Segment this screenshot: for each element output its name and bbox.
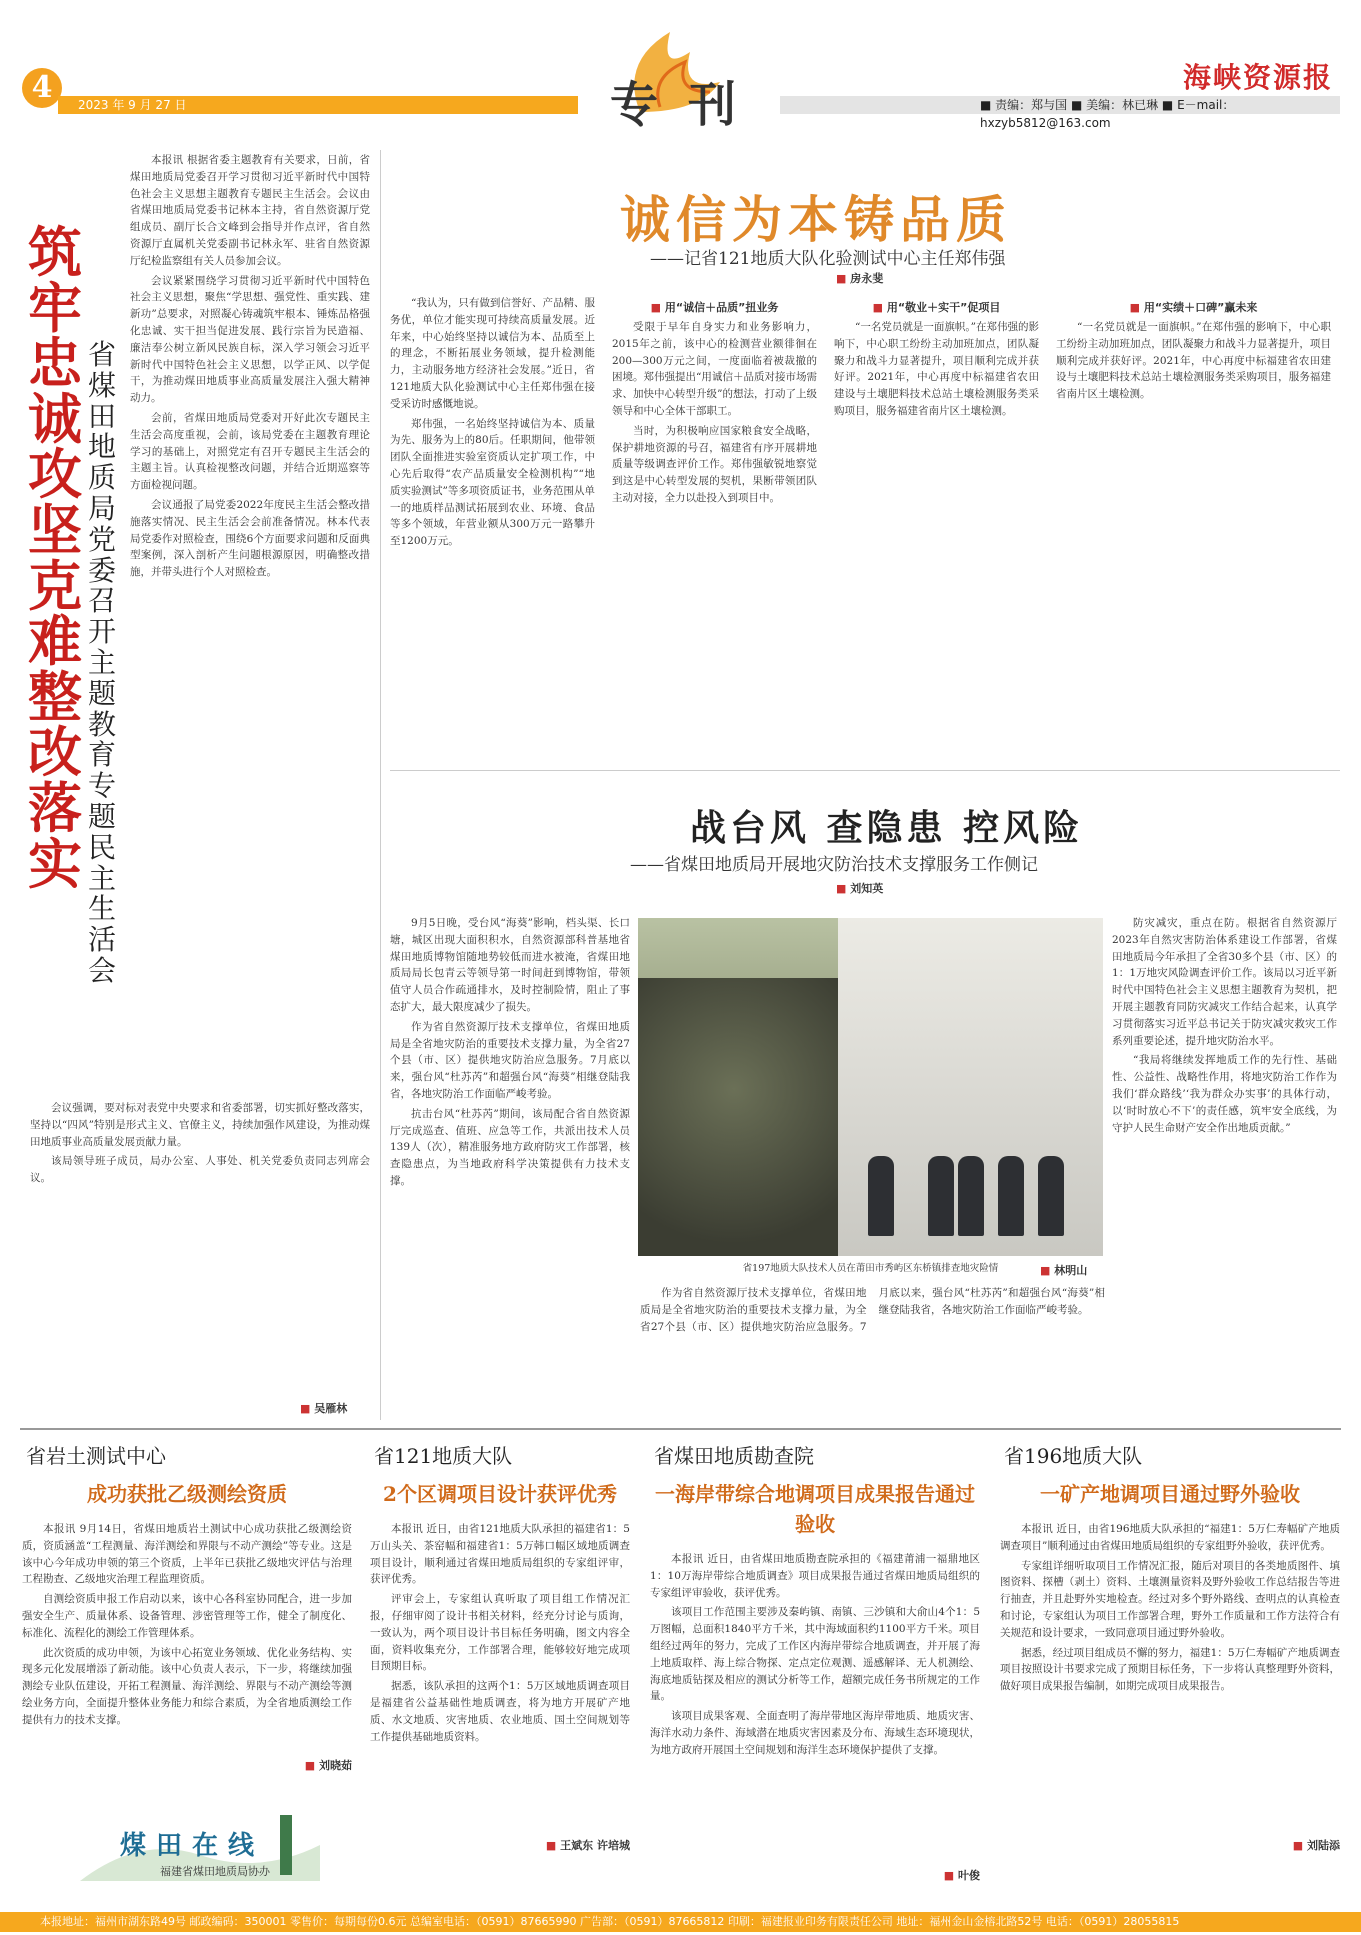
brief-paragraph: 据悉，经过项目组成员不懈的努力，福建1：5万仁寿幅矿产地质调查项目按照设计书要求完成了预期目标任务，下一步将认真整理野外资料，做好项目成果报告编制，如期完成项目成果报告。 [1000, 1646, 1340, 1693]
column-box-org: 福建省煤田地质局协办 [160, 1865, 270, 1878]
feature1-paragraph: 当时，为积极响应国家粮食安全战略，保护耕地资源的号召，福建省有序开展耕地质量等级调查评价工作。郑伟强敏锐地察觉到这是中心转型发展的契机，果断带领团队主动对接，全力以赴投入到项目中。 [612, 424, 817, 504]
brief-headline: 2个区调项目设计获评优秀 [383, 1482, 617, 1506]
lead-subtitle: 省煤田地质局党委召开主题教育专题民主生活会 [88, 338, 117, 987]
brief-byline: ■ 王斌东 许培城 [370, 1837, 630, 1853]
feature1-section-head: ■ 用“实绩＋口碑”赢未来 [1056, 299, 1331, 315]
feature2-paragraph: 作为省自然资源厅技术支撑单位，省煤田地质局是全省地灾防治的重要技术支撑力量，为全省27个县（市、区）提供地灾防治应急服务。7月底以来，强台风“杜苏芮”和超强台风“海葵”相继登陆我省，各地灾防治工作面临严峻考验。 [640, 1287, 1105, 1333]
photo-person [958, 1156, 984, 1236]
feature1-section-head: ■ 用“诚信＋品质”扭业务 [612, 299, 817, 315]
brief-paragraph: 本报讯 近日，由省121地质大队承担的福建省1：5万山头关、茶窑幅和福建省1：5万韩口幅区域地质调查项目设计，顺利通过省煤田地质局组织的专家组评审，获评优秀。 [370, 1523, 630, 1586]
photo-person [928, 1156, 954, 1236]
lead-paragraph: 会议强调，要对标对表党中央要求和省委部署，切实抓好整改落实，坚持以“四风”特别是形式主义、官僚主义，持续加强作风建设，为推动煤田地质事业高质量发展贡献力量。 [30, 1102, 370, 1148]
feature2-photo [638, 918, 1103, 1256]
feature1-subtitle: ——记省121地质大队化验测试中心主任郑伟强 [650, 249, 1006, 269]
brief-paragraph: 本报讯 近日，由省196地质大队承担的“福建1：5万仁寿幅矿产地质调查项目”顺利通过由省煤田地质局组织的专家组野外验收，获评优秀。 [1000, 1523, 1340, 1552]
photo-person [868, 1156, 894, 1236]
lead-body [130, 152, 370, 1092]
lead-body-continued [30, 1100, 370, 1360]
lead-byline: ■ 吴雁林 [300, 1400, 347, 1416]
lead-title: 筑牢忠诚 攻坚克难 整改落实 [28, 220, 82, 896]
brief-body [650, 1551, 980, 1861]
brief-headline: 一海岸带综合地调项目成果报告通过验收 [655, 1482, 975, 1536]
brief-paragraph: 该项目成果客观、全面查明了海岸带地区海岸带地质、地质灾害、海洋水动力条件、海域潜在地质灾害因素及分布、海域生态环境现状，为地方政府开展国土空间规划和海洋生态环境保护提供了支撑。 [650, 1710, 980, 1756]
masthead [0, 0, 1361, 133]
brief-paragraph: 评审会上，专家组认真听取了项目组工作情况汇报，仔细审阅了设计书相关材料，经充分讨论与质询，一致认为，两个项目设计书目标任务明确，图文内容全面，资料收集充分，工作部署合理，能够较好地完成项目预期目标。 [370, 1593, 630, 1673]
feature2-body-col1 [390, 915, 630, 1415]
brief-byline: ■ 刘晓茹 [22, 1757, 352, 1773]
photo-person [1038, 1156, 1064, 1236]
feature2-byline: ■ 刘知英 [836, 880, 883, 896]
briefs-divider [20, 1428, 1341, 1430]
photo-credit: ■ 林明山 [1040, 1262, 1087, 1278]
brief-byline: ■ 刘陆添 [1000, 1837, 1340, 1853]
brief-paragraph: 本报讯 近日，由省煤田地质勘查院承担的《福建莆浦一福鼎地区1：10万海岸带综合地质调查》项目成果报告通过省煤田地质局组织的专家组评审验收，获评优秀。 [650, 1553, 980, 1599]
feature1-paragraph: “我认为，只有做到信誉好、产品精、服务优，单位才能实现可持续高质量发展。近年来，中心始终坚持以诚信为本、品质至上的理念，不断拓展业务领域，提升检测能力，主动服务地方经济社会发展。”近日，省121地质大队化验测试中心主任郑伟强在接受采访时感慨地说。 [390, 297, 595, 410]
feature2-body-col2 [1112, 915, 1337, 1415]
feature2-body-col3 [640, 1285, 1105, 1420]
brief-source: 省121地质大队 [374, 1444, 513, 1468]
editor-info: ■ 责编：郑与国 ■ 美编：林已琳 ■ E－mail：hxzyb5812@163.com [780, 96, 1340, 114]
feature1-paragraph: 受限于早年自身实力和业务影响力，2015年之前，该中心的检测营业额徘徊在200—300万元之间，一度面临着被裁撤的困境。郑伟强提出“用诚信＋品质对接市场需求、加快中心转型升级”的想法，打动了上级领导和中心全体干部职工。 [612, 321, 817, 417]
feature2-paragraph: 抗击台风“杜苏芮”期间，该局配合省自然资源厅完成巡查、值班、应急等工作，共派出技术人员139人（次），精准服务地方政府防灾工作部署，核查隐患点，为当地政府科学决策提供有力技术支撑。 [390, 1107, 630, 1187]
brief-3 [650, 1440, 980, 1883]
photo-person [998, 1156, 1024, 1236]
feature1-paragraph: “一名党员就是一面旗帜。”在郑伟强的影响下，中心职工纷纷主动加班加点，团队凝聚力和战斗力显著提升，项目顺利完成并获好评。2021年，中心再度中标福建省农田建设与土壤肥料技术总站土壤检测服务类采购项目，服务福建省南片区土壤检测。 [1056, 321, 1331, 401]
brief-byline: ■ 叶俊 [650, 1867, 980, 1883]
brief-2 [370, 1440, 630, 1853]
lead-paragraph: 会议通报了局党委2022年度民主生活会整改措施落实情况、民主生活会会前准备情况。林本代表局党委作对照检查，围绕6个方面要求问题和反面典型案例，深入剖析产生问题根源原因，明确整改措施，并带头进行个人对照检查。 [130, 498, 370, 579]
feature1-paragraph: 郑伟强，一名始终坚持诚信为本、质量为先、服务为上的80后。任职期间，他带领团队全面推进实验室资质认定扩项工作，中心先后取得“农产品质量安全检测机构”“地质实验测试”等多项资质证书，业务范围从单一的地质样品测试拓展到农业、环境、食品等多个领域，年营业额从300万元一路攀升至1200万元。 [390, 417, 595, 548]
feature1-section-head: ■ 用“敬业＋实干”促项目 [834, 299, 1039, 315]
column-name: 专刊 [610, 77, 767, 133]
brief-headline: 一矿产地调项目通过野外验收 [1040, 1482, 1300, 1506]
feature2-paragraph: 作为省自然资源厅技术支撑单位，省煤田地质局是全省地灾防治的重要技术支撑力量，为全省27个县（市、区）提供地灾防治应急服务。7月底以来，强台风“杜苏芮”和超强台风“海葵”相继登陆我省，各地灾防治工作面临严峻考验。 [390, 1020, 630, 1100]
brief-paragraph: 专家组详细听取项目工作情况汇报，随后对项目的各类地质图件、填图资料、探槽（剥土）资料、土壤测量资料及野外验收工作总结报告等进行抽查，并且赴野外实地检查。经过对多个野外路线、查明点的认真检查和讨论，专家组认为项目工作部署合理，野外工作质量和工作方法符合有关规范和设计要求，一致同意项目通过野外验收。 [1000, 1559, 1340, 1639]
brief-body [370, 1521, 630, 1831]
brief-source: 省岩土测试中心 [26, 1444, 166, 1468]
column-box [80, 1805, 320, 1881]
feature1-body-col2 [612, 295, 817, 755]
brief-source: 省煤田地质勘查院 [654, 1444, 814, 1468]
feature1-byline: ■ 房永斐 [836, 270, 883, 286]
feature2-paragraph: “我局将继续发挥地质工作的先行性、基础性、公益性、战略性作用，将地灾防治工作作为我们‘群众路线’‘我为群众办实事’的具体行动，以‘时时放心不下’的责任感，筑牢安全底线，为守护人民生命财产安全作出地质贡献。” [1112, 1054, 1337, 1134]
photo-caption: 省197地质大队技术人员在莆田市秀屿区东桥镇排查地灾险情 [742, 1263, 999, 1274]
section-rule [390, 770, 1340, 771]
feature1-body-col3 [834, 295, 1039, 755]
page-number: 4 [22, 68, 62, 108]
footer-bar: 本报地址：福州市湖东路49号 邮政编码：350001 零售价：每期每份0.6元 总编室电话：（0591）87665990 广告部：（0591）87665812 印刷：福建报业印务有限责任公司 地址：福州金山金榕北路52号 电话：（0591）28055815 [0, 1912, 1361, 1932]
feature1-paragraph: “一名党员就是一面旗帜。”在郑伟强的影响下，中心职工纷纷主动加班加点，团队凝聚力和战斗力显著提升，项目顺利完成并获好评。2021年，中心再度中标福建省农田建设与土壤肥料技术总站土壤检测服务类采购项目，服务福建省南片区土壤检测。 [834, 321, 1039, 417]
lead-paragraph: 本报讯 根据省委主题教育有关要求，日前，省煤田地质局党委召开学习贯彻习近平新时代中国特色社会主义思想主题教育专题民主生活会。会议由省煤田地质局党委书记林本主持，省自然资源厅党组成员、副厅长合文峰到会指导并作点评，省自然资源厅直属机关党委副书记林永军、驻省自然资源厅纪检监察组有关人员参加会议。 [130, 154, 370, 267]
feature1-body-col4 [1056, 295, 1331, 755]
brief-paragraph: 此次资质的成功申领，为该中心拓宽业务领域、优化业务结构、实现多元化发展增添了新动能。该中心负责人表示，下一步，将继续加强测绘专业队伍建设，开拓工程测量、海洋测绘、界限与不动产测绘等测绘业务方向，全面提升整体业务能力和综合素质，为全省地质测绘工作提供有力的技术支撑。 [22, 1646, 352, 1726]
brief-paragraph: 该项目工作范围主要涉及秦屿镇、南镇、三沙镇和大俞山4个1：5万图幅，总面积1840平方千米，其中海域面积约1100平方千米。项目组经过两年的努力，完成了工作区内海岸带综合地质调查，并开展了海上地质取样、海上综合物探、定点定位观测、遥感解译、无人机测绘、海底地质钻探及相应的测试分析等工作，超额完成任务书所规定的工作量。 [650, 1606, 980, 1703]
feature2-paragraph: 防灾减灾，重点在防。根据省自然资源厅2023年自然灾害防治体系建设工作部署，省煤田地质局今年承担了全省30多个县（市、区）的1：1万地灾风险调查评价工作。该局以习近平新时代中国特色社会主义思想主题教育为契机，把开展主题教育同防灾减灾工作结合起来，认真学习贯彻落实习近平总书记关于防灾减灾救灾工作系列重要论述，提升地灾防治水平。 [1112, 917, 1337, 1047]
paper-name: 海峡资源报 [1182, 61, 1333, 94]
brief-paragraph: 自测绘资质申报工作启动以来，该中心各科室协同配合，进一步加强安全生产、质量体系、设备管理、涉密管理等工作，健全了制度化、标准化、流程化的测绘工作管理体系。 [22, 1593, 352, 1639]
brief-4 [1000, 1440, 1340, 1853]
feature2-title: 战台风 查隐患 控风险 [690, 807, 1084, 849]
brief-body [22, 1521, 352, 1751]
brief-body [1000, 1521, 1340, 1831]
feature1-title: 诚信为本铸品质 [620, 190, 1012, 249]
issue-date: 2023 年 9 月 27 日 [58, 96, 578, 114]
feature2-subtitle: ——省煤田地质局开展地灾防治技术支撑服务工作侧记 [630, 855, 1038, 875]
brief-headline: 成功获批乙级测绘资质 [87, 1482, 287, 1506]
feature2-paragraph: 9月5日晚，受台风“海葵”影响，档头渠、长口塘，城区出现大面积积水，自然资源部科普基地省煤田地质博物馆随地势较低而进水被淹，省煤田地质局局长包青云等领导第一时间赶到博物馆，带领值守人员合作疏通排水，及时控制险情，阻止了事态扩大，最大限度减少了损失。 [390, 917, 630, 1013]
column-box-name: 煤田在线 [120, 1831, 265, 1861]
brief-1 [22, 1440, 352, 1773]
lead-paragraph: 该局领导班子成员，局办公室、人事处、机关党委负责同志列席会议。 [30, 1155, 370, 1185]
brief-paragraph: 本报讯 9月14日，省煤田地质岩土测试中心成功获批乙级测绘资质，资质涵盖“工程测量、海洋测绘和界限与不动产测绘”等专业。这是该中心今年成功申领的第三个资质，上半年已获批乙级地灾评估与治理工程勘查、乙级地灾治理工程监理资质。 [22, 1523, 352, 1586]
brief-paragraph: 据悉，该队承担的这两个1：5万区域地质调查项目是福建省公益基础性地质调查，将为地方开展矿产地质、水文地质、灾害地质、农业地质、国土空间规划等工作提供基础地质资料。 [370, 1680, 630, 1743]
lead-paragraph: 会前，省煤田地质局党委对开好此次专题民主生活会高度重视，会前，该局党委在主题教育理论学习的基础上，对照党定有召开专题民主生活会的主题主旨。认真检视整改问题，并结合近期巡察等方面检视问题。 [130, 411, 370, 492]
feature1-body-col1 [390, 295, 595, 755]
brief-source: 省196地质大队 [1004, 1444, 1143, 1468]
lead-paragraph: 会议紧紧围绕学习贯彻习近平新时代中国特色社会主义思想，聚焦“学思想、强党性、重实践、建新功”总要求，对照凝心铸魂筑牢根本、锤炼品格强化忠诚、实干担当促进发展、践行宗旨为民造福、廉洁奉公树立新风民族自标，深入学习领会习近平新时代中国特色社会主义思想，以学正风、以学促干，为推动煤田地质事业高质量发展注入强大精神动力。 [130, 274, 370, 405]
column-rule [380, 150, 381, 1420]
